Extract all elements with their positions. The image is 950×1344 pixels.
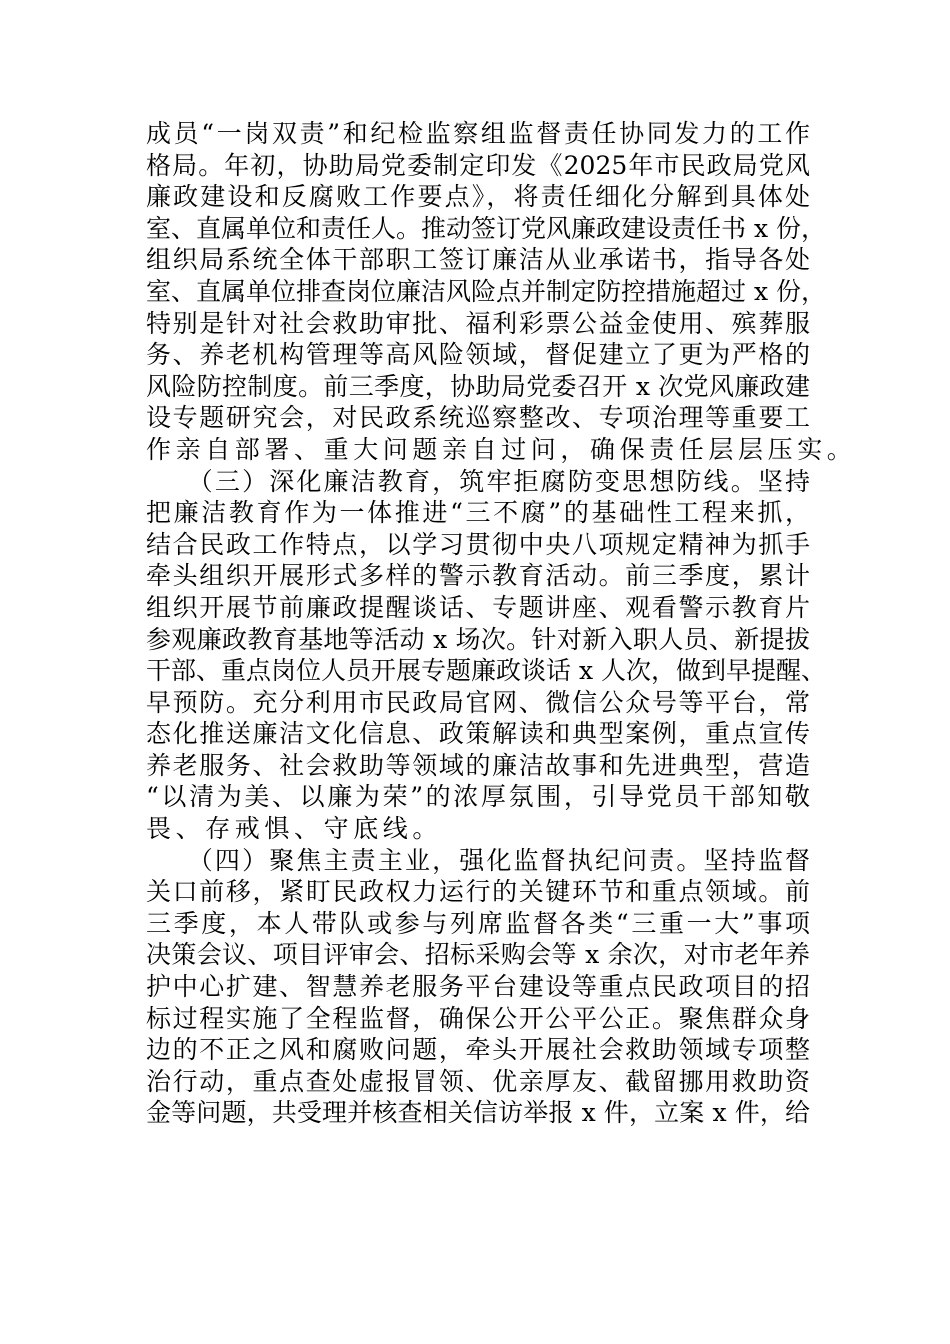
text-line: 特别是针对社会救助审批、福利彩票公益金使用、殡葬服 <box>146 308 810 338</box>
text-line: 关口前移，紧盯民政权力运行的关键环节和重点领域。前 <box>146 877 810 907</box>
text-line: 标过程实施了全程监督，确保公开公平公正。聚焦群众身 <box>146 1003 810 1033</box>
text-line: 廉政建设和反腐败工作要点》，将责任细化分解到具体处 <box>146 182 810 212</box>
text-line: 参观廉政教育基地等活动 x 场次。针对新入职人员、新提拔 <box>146 624 810 654</box>
text-line: 作亲自部署、重大问题亲自过问，确保责任层层压实。 <box>146 434 857 464</box>
text-line: 室、直属单位排查岗位廉洁风险点并制定防控措施超过 x 份， <box>146 276 826 306</box>
text-line: 态化推送廉洁文化信息、政策解读和典型案例，重点宣传 <box>146 719 810 749</box>
text-line: 干部、重点岗位人员开展专题廉政谈话 x 人次，做到早提醒、 <box>146 656 826 686</box>
text-line: 结合民政工作特点，以学习贯彻中央八项规定精神为抓手 <box>146 529 810 559</box>
text-line: （三）深化廉洁教育，筑牢拒腐防变思想防线。坚持 <box>146 466 810 496</box>
text-line: 金等问题，共受理并核查相关信访举报 x 件，立案 x 件，给 <box>146 1098 810 1128</box>
text-line: 早预防。充分利用市民政局官网、微信公众号等平台，常 <box>146 687 810 717</box>
text-line: 成员“一岗双责”和纪检监察组监督责任协同发力的工作 <box>146 119 810 148</box>
text-line: 决策会议、项目评审会、招标采购会等 x 余次，对市老年养 <box>146 940 810 970</box>
text-line: 设专题研究会，对民政系统巡察整改、专项治理等重要工 <box>146 403 810 433</box>
text-line: 组织开展节前廉政提醒谈话、专题讲座、观看警示教育片 <box>146 592 810 622</box>
text-line: 治行动，重点查处虚报冒领、优亲厚友、截留挪用救助资 <box>146 1066 810 1096</box>
document-page <box>146 118 857 1129</box>
text-line: “以清为美、以廉为荣”的浓厚氛围，引导党员干部知敬 <box>146 782 810 812</box>
text-line: 牵头组织开展形式多样的警示教育活动。前三季度，累计 <box>146 561 810 591</box>
text-line: 组织局系统全体干部职工签订廉洁从业承诺书，指导各处 <box>146 245 810 275</box>
text-line: 务、养老机构管理等高风险领域，督促建立了更为严格的 <box>146 340 810 370</box>
text-line: 三季度，本人带队或参与列席监督各类“三重一大”事项 <box>146 908 810 938</box>
text-line: 风险防控制度。前三季度，协助局党委召开 x 次党风廉政建 <box>146 371 810 401</box>
text-line: （四）聚焦主责主业，强化监督执纪问责。坚持监督 <box>146 845 810 875</box>
text-line: 畏、存戒惧、守底线。 <box>146 814 443 844</box>
text-line: 养老服务、社会救助等领域的廉洁故事和先进典型，营造 <box>146 750 810 780</box>
text-line: 把廉洁教育作为一体推进“三不腐”的基础性工程来抓， <box>146 498 810 528</box>
text-line: 护中心扩建、智慧养老服务平台建设等重点民政项目的招 <box>146 972 810 1002</box>
text-line: 边的不正之风和腐败问题，牵头开展社会救助领域专项整 <box>146 1035 810 1065</box>
text-line: 室、直属单位和责任人。推动签订党风廉政建设责任书 x 份， <box>146 213 826 243</box>
text-line: 格局。年初，协助局党委制定印发《2025年市民政局党风 <box>146 150 810 180</box>
